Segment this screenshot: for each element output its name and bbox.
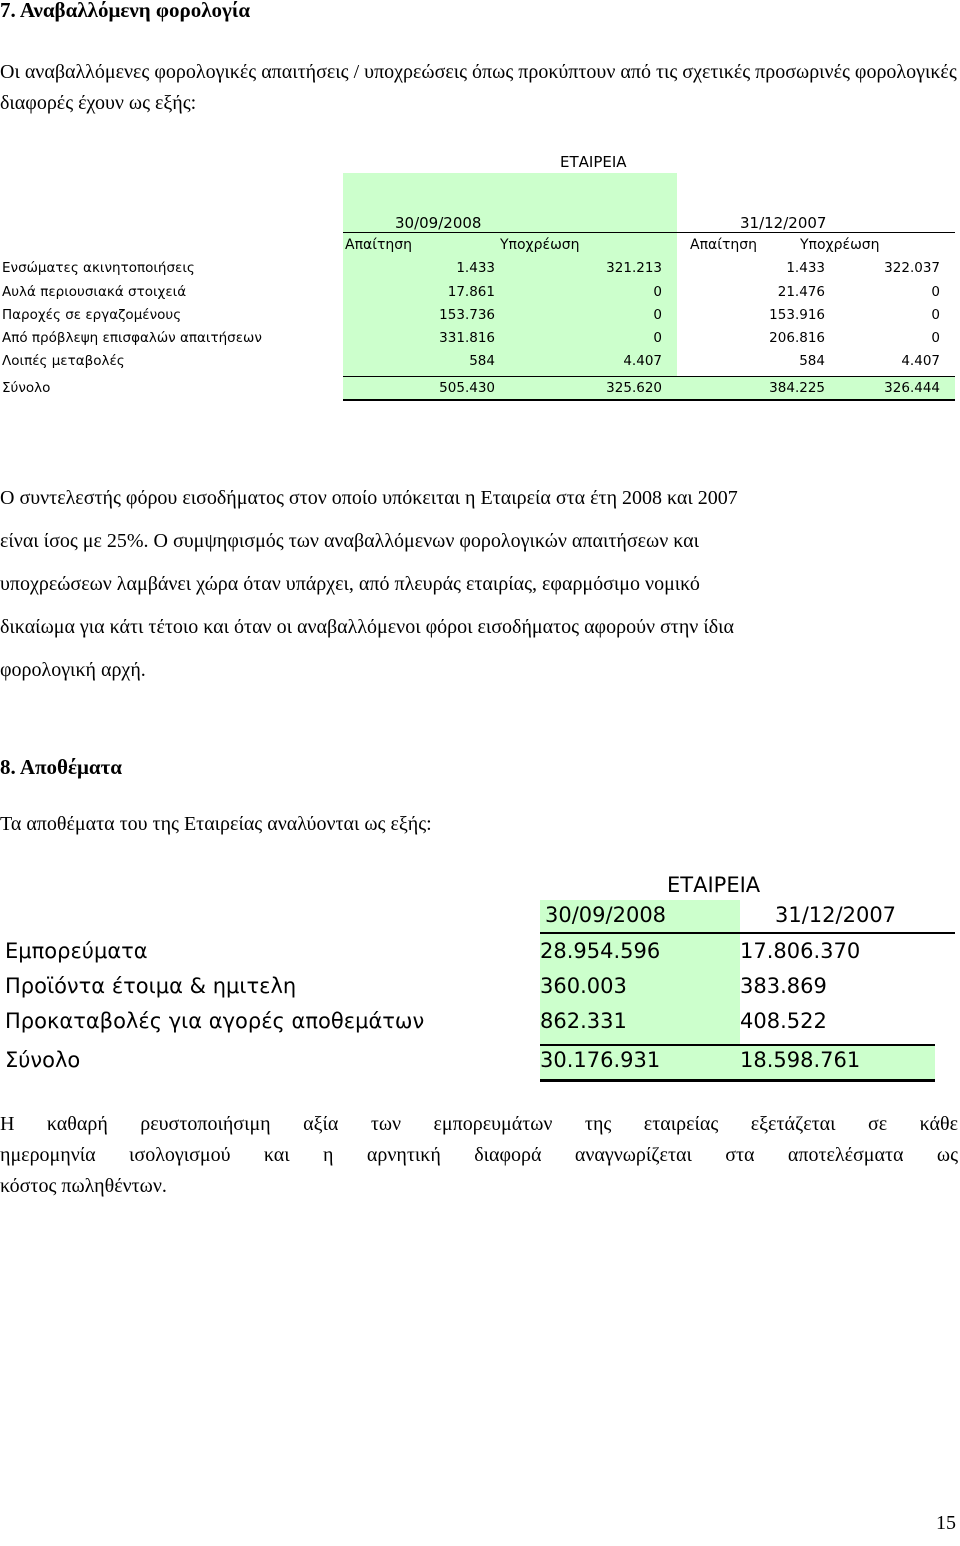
row-label: Ενσώματες ακινητοποιήσεις — [2, 260, 195, 276]
section-7-heading: 7. Αναβαλλόμενη φορολογία — [0, 0, 251, 22]
note-line: Ο συντελεστής φόρου εισοδήματος στον οποίο υπόκειται η Εταιρεία στα έτη 2008 και 2007 — [0, 487, 738, 509]
row-label: Προκαταβολές για αγορές αποθεμάτων — [5, 1009, 425, 1033]
cell: 0 — [653, 330, 662, 346]
cell: 408.522 — [740, 1009, 827, 1033]
cell: 360.003 — [540, 974, 627, 998]
cell: 584 — [469, 353, 495, 369]
table-row — [0, 353, 960, 376]
total-cell: 326.444 — [884, 380, 940, 396]
cell: 383.869 — [740, 974, 827, 998]
total-label: Σύνολο — [5, 1048, 81, 1072]
note-line: κόστος πωληθέντων. — [0, 1175, 167, 1197]
row-label: Αυλά περιουσιακά στοιχειά — [2, 284, 187, 300]
cell: 0 — [931, 307, 940, 323]
cell: 17.806.370 — [740, 939, 861, 963]
company-label: ΕΤΑΙΡΕΙΑ — [560, 153, 627, 171]
cell: 862.331 — [540, 1009, 627, 1033]
cell: 153.916 — [769, 307, 825, 323]
note-line: δικαίωμα για κάτι τέτοιο και όταν οι αναβαλλόμενοι φόροι εισοδήματος αφορούν στην ίδια — [0, 616, 735, 638]
cell: 206.816 — [769, 330, 825, 346]
row-label: Από πρόβλεψη επισφαλών απαιτήσεων — [2, 330, 262, 346]
note-line: υποχρεώσεων λαμβάνει χώρα όταν υπάρχει, από πλευράς εταιρίας, εφαρμόσιμο νομικό — [0, 573, 700, 595]
total-cell: 505.430 — [439, 380, 495, 396]
cell: 4.407 — [901, 353, 940, 369]
col-liability-2007: Υποχρέωση — [800, 237, 880, 253]
row-label: Παροχές σε εργαζομένους — [2, 307, 182, 323]
col-liability-2008: Υποχρέωση — [500, 237, 580, 253]
total-top-border — [343, 376, 955, 377]
table-row — [0, 307, 960, 330]
total-bottom-border — [540, 1079, 935, 1082]
cell: 28.954.596 — [540, 939, 661, 963]
table-row — [0, 284, 960, 307]
note-line: ημερομηνία ισολογισμού και η αρνητική διαφορά αναγνωρίζεται στα αποτελέσματα ως — [0, 1144, 958, 1166]
cell: 153.736 — [439, 307, 495, 323]
company-label: ΕΤΑΙΡΕΙΑ — [667, 873, 761, 897]
note-line: φορολογική αρχή. — [0, 659, 146, 681]
section-8-heading: 8. Αποθέματα — [0, 755, 122, 779]
page-number: 15 — [936, 1512, 956, 1534]
total-cell: 325.620 — [606, 380, 662, 396]
period-2007: 31/12/2007 — [775, 903, 897, 927]
header-divider — [540, 932, 955, 934]
note-line: είναι ίσος με 25%. Ο συμψηφισμός των αναβαλλόμενων φορολογικών απαιτήσεων και — [0, 530, 700, 552]
section-7-intro: Οι αναβαλλόμενες φορολογικές απαιτήσεις / υποχρεώσεις όπως προκύπτουν από τις σχετικές προσωρινές φορολογικές διαφορές έχουν ως εξής: — [0, 61, 957, 114]
period-2008: 30/09/2008 — [545, 903, 667, 927]
total-cell: 30.176.931 — [540, 1048, 661, 1072]
cell: 4.407 — [623, 353, 662, 369]
cell: 321.213 — [606, 260, 662, 276]
col-asset-2007: Απαίτηση — [690, 237, 758, 253]
section-8-intro: Τα αποθέματα του της Εταιρείας αναλύονται ως εξής: — [0, 813, 432, 835]
total-top-border — [540, 1044, 935, 1046]
cell: 331.816 — [439, 330, 495, 346]
cell: 1.433 — [456, 260, 495, 276]
section-8-note — [0, 1109, 958, 1202]
total-label: Σύνολο — [2, 380, 51, 396]
section-7-note — [0, 477, 738, 692]
cell: 584 — [799, 353, 825, 369]
period-2008: 30/09/2008 — [395, 214, 482, 232]
cell: 0 — [653, 284, 662, 300]
total-cell: 18.598.761 — [740, 1048, 861, 1072]
cell: 1.433 — [786, 260, 825, 276]
cell: 0 — [931, 330, 940, 346]
table-row — [0, 260, 960, 284]
total-cell: 384.225 — [769, 380, 825, 396]
cell: 0 — [653, 307, 662, 323]
header-divider — [343, 232, 955, 233]
cell: 0 — [931, 284, 940, 300]
col-asset-2008: Απαίτηση — [345, 237, 413, 253]
period-2007: 31/12/2007 — [740, 214, 827, 232]
cell: 21.476 — [777, 284, 825, 300]
row-label: Προϊόντα έτοιμα & ημιτελη — [5, 974, 297, 998]
row-label: Λοιπές μεταβολές — [2, 353, 125, 369]
cell: 322.037 — [884, 260, 940, 276]
cell: 17.861 — [447, 284, 495, 300]
row-label: Εμπορεύματα — [5, 939, 148, 963]
note-line: Η καθαρή ρευστοποιήσιμη αξία των εμπορευμάτων της εταιρείας εξετάζεται σε κάθε — [0, 1113, 958, 1135]
total-row — [0, 380, 960, 400]
table-row — [0, 330, 960, 353]
total-bottom-border — [343, 399, 955, 401]
